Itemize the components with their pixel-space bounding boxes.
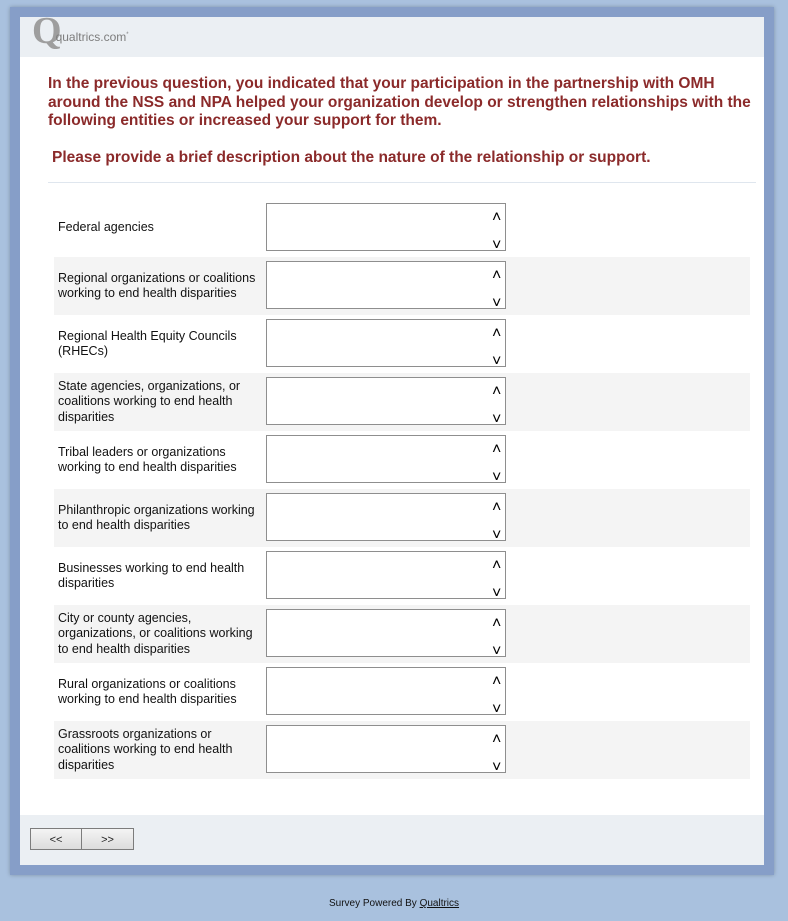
response-textarea[interactable]: [266, 493, 506, 541]
response-textarea[interactable]: [266, 667, 506, 715]
response-textarea[interactable]: [266, 435, 506, 483]
row-label: Regional Health Equity Councils (RHECs): [58, 328, 237, 358]
table-row: [54, 663, 750, 721]
qualtrics-logo: [32, 10, 129, 52]
row-label: Businesses working to end health disparities: [58, 560, 245, 590]
logo-letter: Q: [32, 10, 62, 52]
response-textarea[interactable]: [266, 725, 506, 773]
survey-frame: [10, 7, 774, 875]
logo-wordmark: qualtrics.com: [55, 30, 127, 44]
table-row: [54, 431, 750, 489]
question-text: [48, 75, 758, 167]
row-label: State agencies, organizations, or coalitions working to end health disparities: [58, 378, 241, 424]
table-row: [54, 373, 750, 431]
chevron-down-icon[interactable]: ˅: [492, 353, 502, 370]
question-divider: [48, 182, 756, 183]
table-row: [54, 605, 750, 663]
chevron-down-icon[interactable]: ˅: [492, 643, 502, 660]
table-row: [54, 257, 750, 315]
logo-text: [56, 30, 129, 44]
table-row: [54, 721, 750, 779]
survey-panel: [20, 10, 764, 865]
chevron-up-icon[interactable]: ˄: [492, 557, 502, 574]
next-button[interactable]: >>: [82, 828, 134, 850]
table-row: [54, 489, 750, 547]
chevron-down-icon[interactable]: ˅: [492, 411, 502, 428]
back-button[interactable]: <<: [30, 828, 82, 850]
chevron-up-icon[interactable]: ˄: [492, 499, 502, 516]
table-row: [54, 315, 750, 373]
response-textarea[interactable]: [266, 261, 506, 309]
row-label: Rural organizations or coalitions working to end health disparities: [58, 676, 237, 706]
chevron-up-icon[interactable]: ˄: [492, 673, 502, 690]
chevron-down-icon[interactable]: ˅: [492, 759, 502, 776]
response-textarea[interactable]: [266, 377, 506, 425]
response-textarea[interactable]: [266, 319, 506, 367]
chevron-up-icon[interactable]: ˄: [492, 731, 502, 748]
response-textarea[interactable]: [266, 203, 506, 251]
logo-mark: *: [126, 32, 129, 38]
powered-by-text: Survey Powered By: [328, 898, 420, 909]
nav-buttons: [30, 828, 134, 850]
response-textarea[interactable]: [266, 609, 506, 657]
navigation-bar: [20, 815, 764, 865]
row-label: Philanthropic organizations working to end health disparities: [58, 502, 255, 532]
row-label: Grassroots organizations or coalitions working to end health disparities: [58, 726, 233, 772]
row-label: Regional organizations or coalitions working to end health disparities: [58, 270, 256, 300]
chevron-down-icon[interactable]: ˅: [492, 585, 502, 602]
chevron-up-icon[interactable]: ˄: [492, 441, 502, 458]
response-textarea[interactable]: [266, 551, 506, 599]
chevron-down-icon[interactable]: ˅: [492, 701, 502, 718]
row-label: Federal agencies: [58, 220, 154, 235]
row-label: City or county agencies, organizations, or coalitions working to end health disparities: [58, 610, 253, 656]
chevron-up-icon[interactable]: ˄: [492, 209, 502, 226]
response-table: [54, 199, 750, 779]
header-bar: [20, 10, 764, 57]
question-intro: In the previous question, you indicated that your participation in the partnership with OMH around the NSS and NPA helped your organization develop or strengthen relationships with the following entities or increased your support for them.: [48, 75, 751, 129]
table-row: [54, 547, 750, 605]
row-label: Tribal leaders or organizations working to end health disparities: [58, 444, 237, 474]
chevron-up-icon[interactable]: ˄: [492, 615, 502, 632]
chevron-down-icon[interactable]: ˅: [492, 469, 502, 486]
chevron-down-icon[interactable]: ˅: [492, 237, 502, 254]
chevron-up-icon[interactable]: ˄: [492, 383, 502, 400]
chevron-up-icon[interactable]: ˄: [492, 325, 502, 342]
chevron-down-icon[interactable]: ˅: [492, 295, 502, 312]
chevron-up-icon[interactable]: ˄: [492, 267, 502, 284]
question-prompt: Please provide a brief description about the nature of the relationship or support.: [52, 148, 651, 166]
powered-by: [0, 898, 788, 909]
qualtrics-link[interactable]: Qualtrics: [419, 898, 460, 909]
table-row: [54, 199, 750, 257]
chevron-down-icon[interactable]: ˅: [492, 527, 502, 544]
